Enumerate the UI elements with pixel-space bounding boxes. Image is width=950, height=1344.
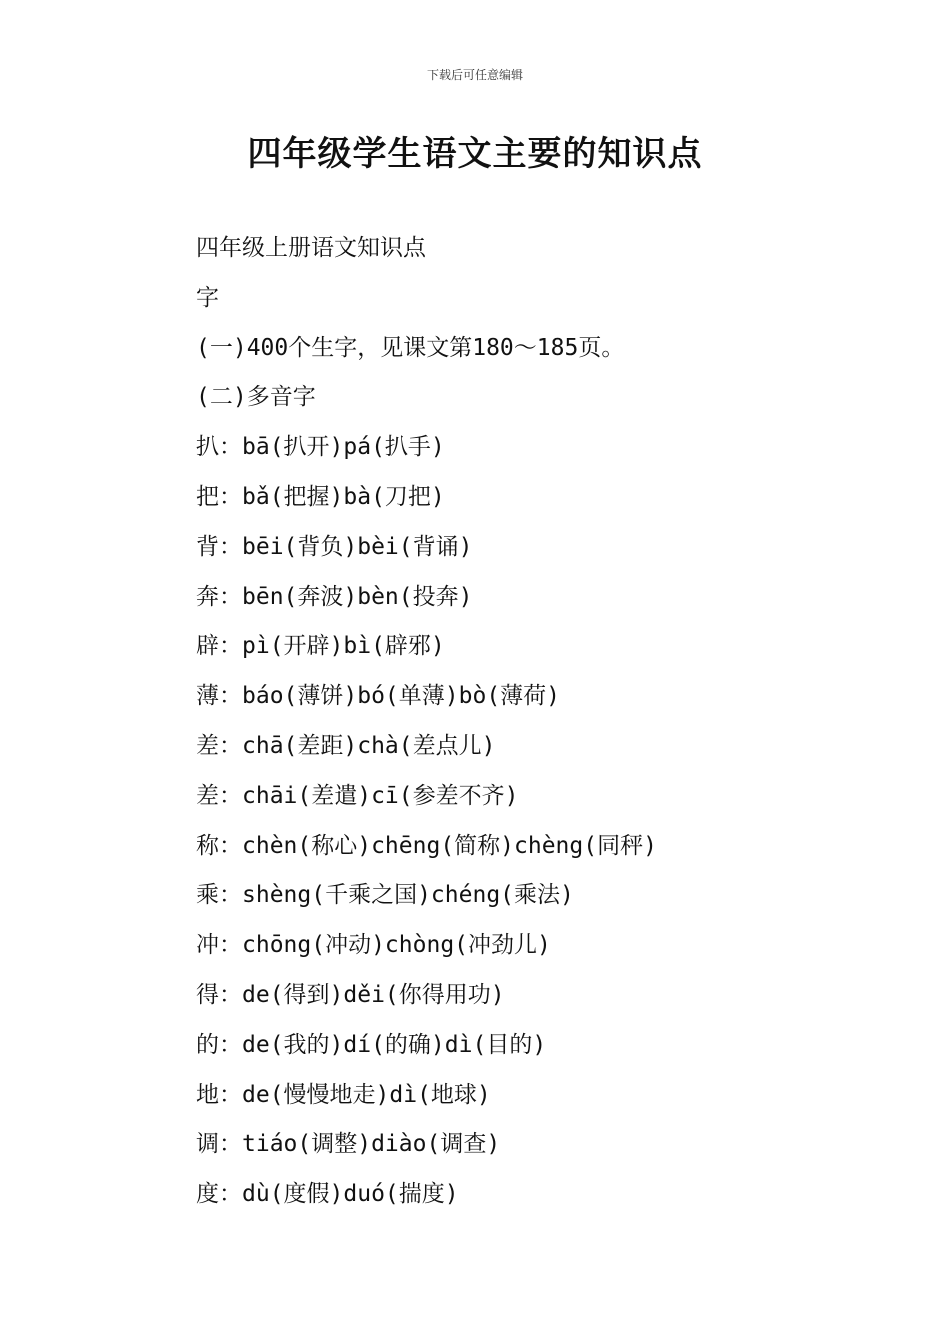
polyphone-entry: 度：dù(度假)duó(揣度) bbox=[196, 1181, 459, 1208]
polyphone-entry: 薄：báo(薄饼)bó(单薄)bò(薄荷) bbox=[196, 683, 561, 710]
header-note: 下载后可任意编辑 bbox=[426, 68, 523, 82]
section-heading: 四年级上册语文知识点 bbox=[196, 235, 426, 261]
paragraph-line: (一)400个生字，见课文第180～185页。 bbox=[196, 334, 625, 361]
polyphone-entry: 奔：bēn(奔波)bèn(投奔) bbox=[196, 583, 473, 610]
polyphone-entry: 调：tiáo(调整)diào(调查) bbox=[196, 1131, 501, 1158]
subsection-heading: 字 bbox=[196, 284, 219, 311]
polyphone-entry: 的：de(我的)dí(的确)dì(目的) bbox=[196, 1031, 547, 1058]
polyphone-entry: 地：de(慢慢地走)dì(地球) bbox=[196, 1081, 491, 1108]
polyphone-entry: 冲：chōng(冲动)chòng(冲劲儿) bbox=[196, 932, 551, 959]
polyphone-entry: 乘：shèng(千乘之国)chéng(乘法) bbox=[196, 882, 574, 909]
polyphone-entry: 称：chèn(称心)chēng(简称)chèng(同秤) bbox=[196, 832, 657, 859]
polyphone-entry: 得：de(得到)děi(你得用功) bbox=[196, 981, 505, 1008]
document-title: 四年级学生语文主要的知识点 bbox=[247, 134, 703, 174]
document-body bbox=[196, 230, 896, 1226]
polyphone-entry: 背：bēi(背负)bèi(背诵) bbox=[196, 533, 473, 560]
polyphone-entry: 辟：pì(开辟)bì(辟邪) bbox=[196, 633, 445, 660]
polyphone-entry: 差：chāi(差遣)cī(参差不齐) bbox=[196, 782, 519, 809]
polyphone-entry: 差：chā(差距)chà(差点儿) bbox=[196, 732, 496, 759]
polyphone-entry: 扒：bā(扒开)pá(扒手) bbox=[196, 434, 445, 461]
polyphone-entry: 把：bǎ(把握)bà(刀把) bbox=[196, 483, 445, 510]
paragraph-line: (二)多音字 bbox=[196, 384, 316, 411]
